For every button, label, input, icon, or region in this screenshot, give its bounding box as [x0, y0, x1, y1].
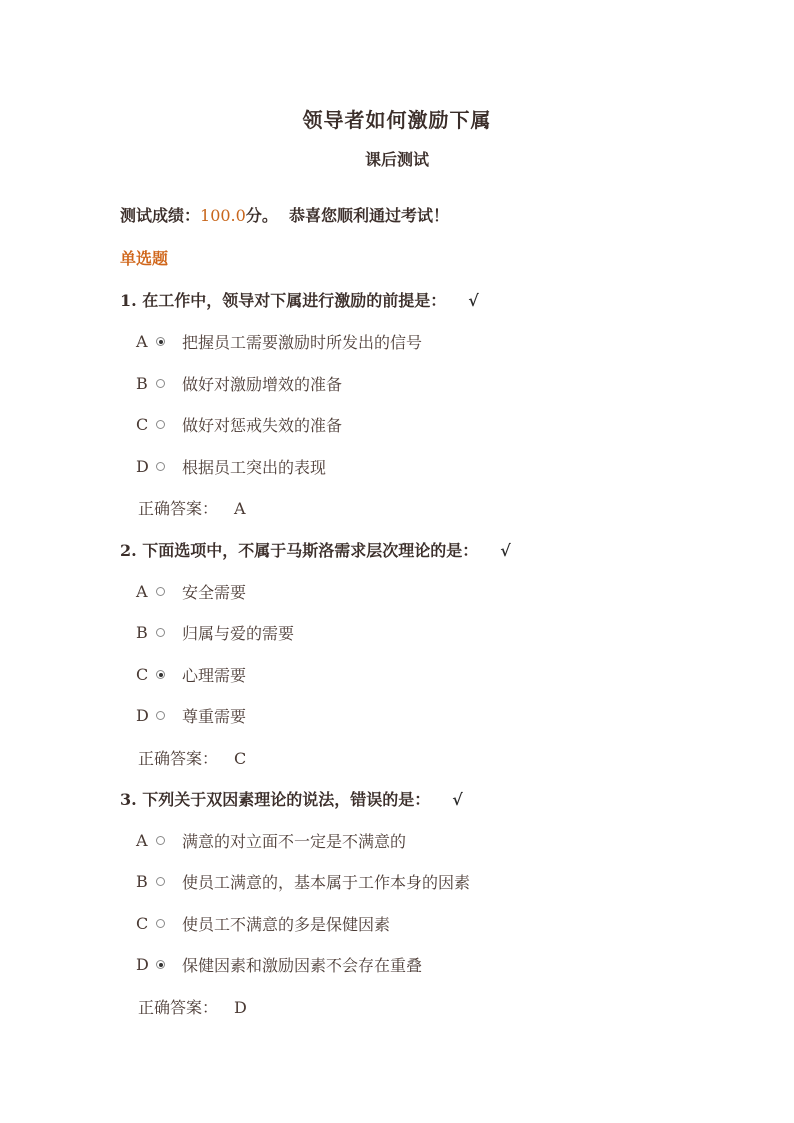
option-letter: B [136, 623, 148, 642]
radio-selected-icon[interactable] [156, 670, 165, 679]
option-text: 满意的对立面不一定是不满意的 [182, 832, 407, 851]
answer-label: 正确答案： [138, 499, 219, 518]
option-letter: C [136, 415, 149, 434]
option-text: 使员工不满意的多是保健因素 [182, 915, 391, 934]
option-2-c[interactable] [136, 663, 246, 686]
correct-answer-1 [138, 496, 246, 519]
radio-icon[interactable] [156, 711, 165, 720]
option-text: 做好对激励增效的准备 [182, 375, 343, 394]
option-letter: B [136, 374, 148, 393]
option-text: 归属与爱的需要 [182, 624, 295, 643]
answer-value: D [234, 998, 247, 1017]
question-text: 1. 在工作中，领导对下属进行激励的前提是： [120, 291, 447, 310]
answer-label: 正确答案： [138, 998, 219, 1017]
radio-selected-icon[interactable] [156, 337, 165, 346]
option-1-a[interactable] [136, 330, 422, 353]
check-mark-icon: √ [468, 291, 479, 310]
option-letter: B [136, 872, 148, 891]
option-text: 心理需要 [182, 666, 247, 685]
check-mark-icon: √ [500, 541, 511, 560]
option-text: 尊重需要 [182, 707, 247, 726]
answer-value: A [234, 499, 246, 518]
score-value: 100.0 [200, 206, 246, 225]
page-title: 领导者如何激励下属 [302, 108, 492, 132]
pass-message: 恭喜您顺利通过考试！ [288, 206, 449, 225]
option-text: 保健因素和激励因素不会存在重叠 [182, 956, 423, 975]
option-3-d[interactable] [136, 953, 422, 976]
score-unit: 分。 [245, 206, 278, 225]
option-text: 把握员工需要激励时所发出的信号 [182, 333, 423, 352]
option-letter: D [136, 955, 149, 974]
option-letter: A [136, 582, 148, 601]
option-letter: A [136, 831, 148, 850]
answer-value: C [234, 749, 247, 768]
radio-icon[interactable] [156, 628, 165, 637]
radio-selected-icon[interactable] [156, 960, 165, 969]
check-mark-icon: √ [452, 790, 463, 809]
option-letter: C [136, 914, 149, 933]
radio-icon[interactable] [156, 877, 165, 886]
option-2-a[interactable] [136, 580, 246, 603]
radio-icon[interactable] [156, 462, 165, 471]
option-text: 根据员工突出的表现 [182, 458, 327, 477]
question-2 [120, 538, 511, 561]
option-text: 做好对惩戒失效的准备 [182, 416, 343, 435]
option-letter: A [136, 332, 148, 351]
score-line [120, 203, 449, 226]
question-text: 3. 下列关于双因素理论的说法，错误的是： [120, 790, 431, 809]
option-2-d[interactable] [136, 704, 246, 727]
option-1-c[interactable] [136, 413, 342, 436]
option-3-a[interactable] [136, 829, 406, 852]
option-3-c[interactable] [136, 912, 390, 935]
option-letter: D [136, 706, 149, 725]
correct-answer-2 [138, 746, 246, 769]
page-subtitle: 课后测试 [364, 150, 429, 169]
option-text: 使员工满意的，基本属于工作本身的因素 [182, 873, 471, 892]
radio-icon[interactable] [156, 420, 165, 429]
option-1-b[interactable] [136, 372, 342, 395]
option-3-b[interactable] [136, 870, 470, 893]
question-text: 2. 下面选项中，不属于马斯洛需求层次理论的是： [120, 541, 479, 560]
option-1-d[interactable] [136, 455, 326, 478]
answer-label: 正确答案： [138, 749, 219, 768]
option-2-b[interactable] [136, 621, 294, 644]
question-1 [120, 288, 479, 311]
option-text: 安全需要 [182, 583, 247, 602]
question-3 [120, 787, 463, 810]
correct-answer-3 [138, 995, 247, 1018]
radio-icon[interactable] [156, 836, 165, 845]
radio-icon[interactable] [156, 919, 165, 928]
radio-icon[interactable] [156, 587, 165, 596]
score-label: 测试成绩： [120, 206, 201, 225]
section-title: 单选题 [120, 249, 169, 268]
option-letter: C [136, 665, 149, 684]
option-letter: D [136, 457, 149, 476]
radio-icon[interactable] [156, 379, 165, 388]
